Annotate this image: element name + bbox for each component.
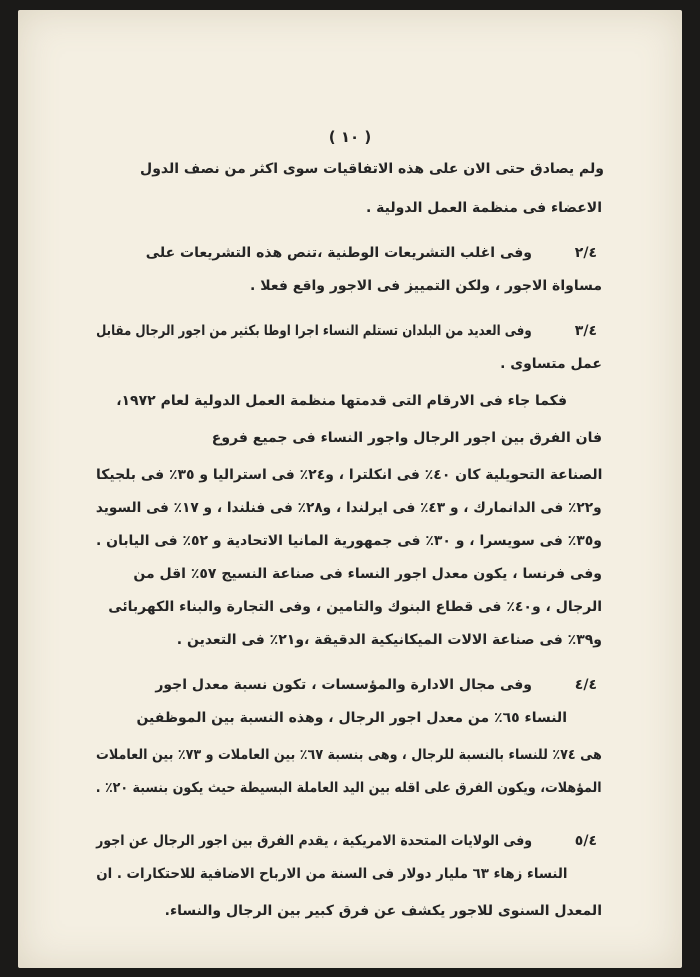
paragraph-number: ٣/٤ [574,323,597,339]
text-line: النساء ٦٥٪ من معدل اجور الرجال ، وهذه النسبة بين الموظفين [136,710,567,726]
text-line: هى ٧٤٪ للنساء بالنسبة للرجال ، وهى بنسبة ٦٧٪ بين العاملات و ٧٣٪ بين العاملات [96,747,602,763]
paragraph-number: ٥/٤ [574,833,597,849]
text-line: فان الفرق بين اجور الرجال واجور النساء فى جميع فروع [211,430,602,446]
text-line: المعدل السنوى للاجور يكشف عن فرق كبير بين الرجال والنساء. [164,903,602,919]
text-line: المؤهلات، ويكون الفرق على اقله بين اليد العاملة البسيطة حيث يكون بنسبة ٢٠٪ . [96,780,602,796]
text-line: الاعضاء فى منظمة العمل الدولية . [365,200,602,216]
text-line: وفى الولايات المتحدة الامريكية ، يقدم الفرق بين اجور الرجال عن اجور [96,833,532,849]
text-line: الصناعة التحويلية كان ٤٠٪ فى انكلترا ، و٢٤٪ فى استراليا و ٣٥٪ فى بلجيكا [95,467,602,483]
page-number: ( ١٠ ) [328,128,372,146]
paper-sheet [18,10,682,968]
text-line: وفى اغلب التشريعات الوطنية ،تنص هذه التشريعات على [145,245,532,261]
text-line: وفى فرنسا ، يكون معدل اجور النساء فى صناعة النسيج ٥٧٪ اقل من [133,566,602,582]
text-line: النساء زهاء ٦٣ مليار دولار فى السنة من الارباح الاضافية للاحتكارات . ان [95,866,567,882]
text-line: مساواة الاجور ، ولكن التمييز فى الاجور واقع فعلا . [250,278,602,294]
text-line: فكما جاء فى الارقام التى قدمتها منظمة العمل الدولية لعام ١٩٧٢، [116,393,567,409]
text-line: و٣٩٪ فى صناعة الالات الميكانيكية الدقيقة ،و٢١٪ فى التعدين . [176,632,602,648]
paragraph-number: ٤/٤ [574,677,597,693]
text-line: الرجال ، و٤٠٪ فى قطاع البنوك والتامين ، وفى التجارة والبناء الكهربائى [108,599,602,615]
text-line: عمل متساوى . [500,356,602,372]
text-line: وفى مجال الادارة والمؤسسات ، تكون نسبة معدل اجور [155,677,532,693]
text-line: ولم يصادق حتى الان على هذه الاتفاقيات سوى اكثر من نصف الدول [140,161,604,177]
text-line: و٢٢٪ فى الدانمارك ، و ٤٣٪ فى ايرلندا ، و٢٨٪ فى فنلندا ، و ١٧٪ فى السويد [96,500,602,516]
text-line: و٣٥٪ فى سويسرا ، و ٣٠٪ فى جمهورية المانيا الاتحادية و ٥٢٪ فى اليابان . [96,533,602,549]
paragraph-number: ٢/٤ [574,245,597,261]
text-line: وفى العديد من البلدان تستلم النساء اجرا اوطا بكثير من اجور الرجال مقابل [96,323,532,339]
